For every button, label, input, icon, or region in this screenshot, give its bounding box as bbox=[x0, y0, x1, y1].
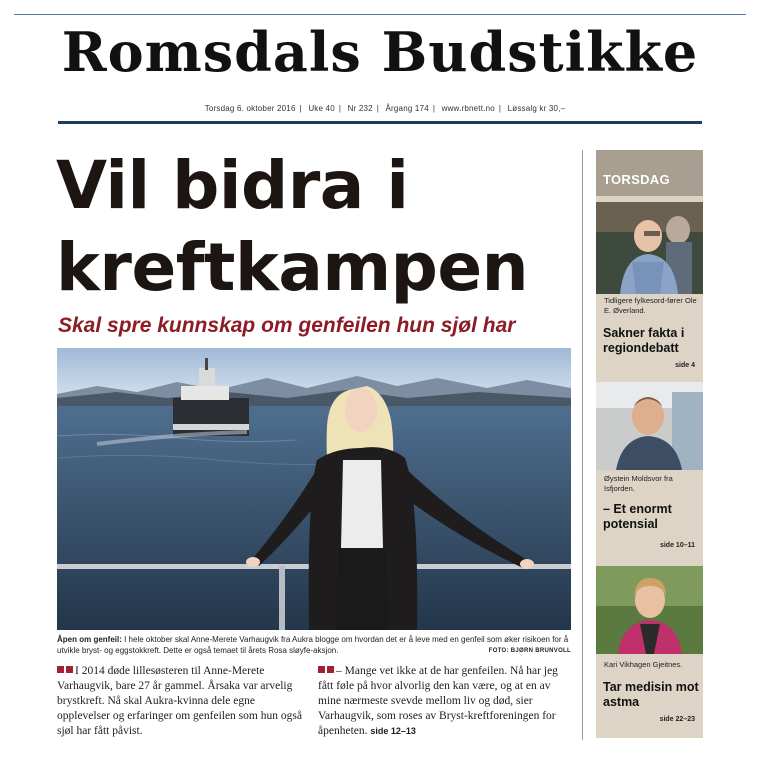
photo-caption bbox=[57, 634, 571, 657]
article-body-col1 bbox=[57, 664, 307, 739]
teaser-caption-3: Kari Vikhagen Gjeitnes. bbox=[604, 660, 683, 669]
teaser-page-3: side 22–23 bbox=[659, 716, 695, 723]
sub-headline: Skal spre kunnskap om genfeilen hun sjøl har bbox=[58, 314, 516, 337]
main-photo[interactable] bbox=[57, 348, 571, 630]
sidebar-teasers bbox=[596, 150, 703, 738]
teaser-title-1[interactable]: Sakner fakta i regiondebatt bbox=[603, 326, 685, 355]
sidebar-title: TORSDAG bbox=[603, 172, 670, 187]
column-divider bbox=[582, 150, 583, 740]
caption-text: I hele oktober skal Anne-Merete Varhaugvik fra Aukra blogge om hvordan det er å leve med en genfeil som øker risikoen for å utvikle bryst- og eggstokkreft. Dette er også temaet til årets Rosa sløyfe-aksjon. bbox=[57, 635, 569, 655]
teaser-page-2: side 10–11 bbox=[659, 542, 695, 549]
article-page-ref[interactable]: side 12–13 bbox=[370, 726, 416, 736]
website-link[interactable]: www.rbnett.no bbox=[441, 104, 495, 113]
bullet-square-icon bbox=[66, 666, 73, 673]
issue-date: Torsdag 6. oktober 2016 bbox=[204, 104, 296, 113]
photo-credit: FOTO: BJØRN BRUNVOLL bbox=[488, 648, 571, 654]
sidebar-header bbox=[596, 150, 703, 196]
teaser-photo-3[interactable] bbox=[596, 566, 703, 654]
teaser-photo-1[interactable] bbox=[596, 202, 703, 294]
teaser-title-3[interactable]: Tar medisin mot astma bbox=[603, 680, 699, 709]
bullet-square-icon bbox=[327, 666, 334, 673]
headline-line-1: Vil bidra i bbox=[56, 147, 409, 224]
issue-number: Nr 232 bbox=[347, 104, 373, 113]
issue-volume: Årgang 174 bbox=[385, 104, 429, 113]
main-headline[interactable] bbox=[56, 145, 576, 309]
bullet-square-icon bbox=[318, 666, 325, 673]
body-text-2: – Mange vet ikke at de har genfeilen. Nå har jeg fått føle på hvor alvorlig den kan være, og at en av mine nærmeste svevde mellom liv og død, sier Varhaugvik, som roses av Bryst-kreftforeningen for åpenheten. bbox=[318, 665, 558, 737]
issue-info-line: Torsdag 6. oktober 2016 | Uke 40 | Nr 232 | Årgang 174 | www.rbnett.no | Løssalg kr 30,– bbox=[204, 104, 566, 113]
masthead-rule bbox=[58, 121, 702, 124]
article-body-col2 bbox=[318, 664, 572, 739]
teaser-title-2[interactable]: – Et enormt potensial bbox=[603, 502, 672, 531]
headline-line-2: kreftkampen bbox=[56, 229, 529, 306]
main-photo-illustration bbox=[57, 348, 571, 630]
teaser-caption-2: Øystein Moldsvor fra Isfjorden. bbox=[604, 474, 673, 493]
issue-price: Løssalg kr 30,– bbox=[507, 104, 566, 113]
teaser-page-1: side 4 bbox=[675, 362, 695, 369]
newspaper-masthead[interactable]: Romsdals Budstikke bbox=[61, 20, 699, 84]
teaser-photo-1-illustration bbox=[596, 202, 703, 294]
body-text-1: I 2014 døde lillesøsteren til Anne-Merete Varhaugvik, bare 27 år gammel. Årsaka var arvelig brystkreft. Nå skal Aukra-kvinna dele egne opplevelser og erfaringer om genfeilen som hun også sjøl har fått påvist. bbox=[57, 665, 302, 737]
caption-lead: Åpen om genfeil: bbox=[57, 635, 122, 644]
bullet-square-icon bbox=[57, 666, 64, 673]
issue-week: Uke 40 bbox=[308, 104, 335, 113]
teaser-caption-1: Tidligere fylkesord-fører Ole E. Øverland. bbox=[604, 296, 697, 315]
teaser-photo-3-illustration bbox=[596, 566, 703, 654]
teaser-photo-2-illustration bbox=[596, 382, 703, 470]
top-border-line bbox=[14, 14, 746, 15]
teaser-photo-2[interactable] bbox=[596, 382, 703, 470]
